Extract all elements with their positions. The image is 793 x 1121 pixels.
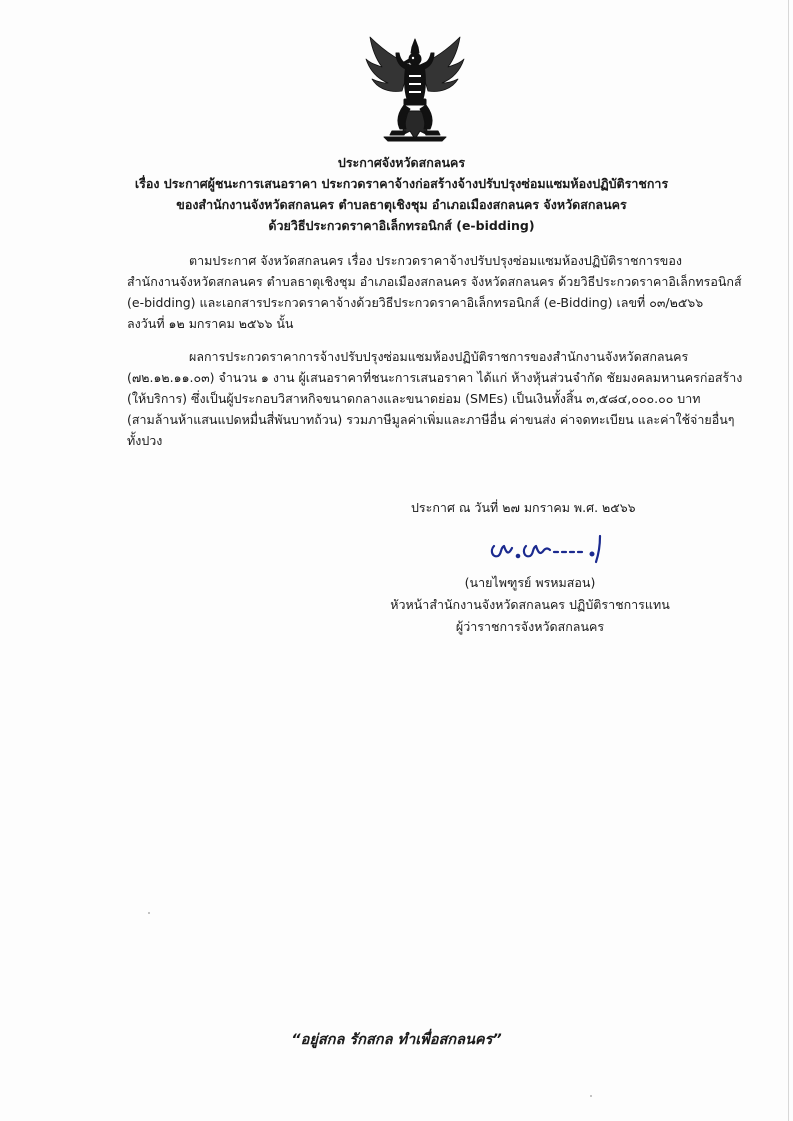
footer-motto: “อยู่สกล รักสกล ทำเพื่อสกลนคร” xyxy=(291,1032,502,1048)
announcement-date: ประกาศ ณ วันที่ ๒๗ มกราคม พ.ศ. ๒๕๖๖ xyxy=(411,500,636,515)
paragraph1-line: (e-bidding) และเอกสารประกวดราคาจ้างด้วยวิธีประกวดราคาอิเล็กทรอนิกส์ (e-Bidding) เลขที่ ๐๓/๒๕๖๖ xyxy=(127,295,704,310)
paragraph2-line: ทั้งปวง xyxy=(127,433,163,448)
announcement-title: ประกาศจังหวัดสกลนคร xyxy=(337,155,466,170)
handwritten-signature xyxy=(488,532,618,566)
paragraph1-line: สำนักงานจังหวัดสกลนคร ตำบลธาตุเชิงชุม อำเภอเมืองสกลนคร จังหวัดสกลนคร ด้วยวิธีประกวดราคาอิเล็กทรอนิกส์ xyxy=(127,274,742,289)
paragraph2-line: (ให้บริการ) ซึ่งเป็นผู้ประกอบวิสาหกิจขนาดกลางและขนาดย่อม (SMEs) เป็นเงินทั้งสิ้น ๓,๕๘๔,๐๐๐.๐๐ บาท xyxy=(127,391,701,406)
garuda-emblem-icon xyxy=(362,35,468,143)
announcement-header xyxy=(60,152,743,236)
paragraph2-line: ผลการประกวดราคาการจ้างปรับปรุงซ่อมแซมห้องปฏิบัติราชการของสำนักงานจังหวัดสกลนคร xyxy=(189,349,689,364)
paragraph2-line: (๗๒.๑๒.๑๑.๐๓) จำนวน ๑ งาน ผู้เสนอราคาที่ชนะการเสนอราคา ได้แก่ ห้างหุ้นส่วนจำกัด ชัยมงคลมหานครก่อสร้าง xyxy=(127,370,743,385)
scan-speck xyxy=(148,912,150,914)
signer-name: (นายไพฑูรย์ พรหมสอน) xyxy=(464,575,596,590)
scan-speck xyxy=(590,1095,592,1097)
paragraph2-line: (สามล้านห้าแสนแปดหมื่นสี่พันบาทถ้วน) รวมภาษีมูลค่าเพิ่มและภาษีอื่น ค่าขนส่ง ค่าจดทะเบียน และค่าใช้จ่ายอื่นๆ xyxy=(127,412,735,427)
signer-block xyxy=(380,572,680,638)
subject-line-3: ด้วยวิธีประกวดราคาอิเล็กทรอนิกส์ (e-bidding) xyxy=(268,218,535,233)
paragraph1-line: ตามประกาศ จังหวัดสกลนคร เรื่อง ประกวดราคาจ้างปรับปรุงซ่อมแซมห้องปฏิบัติราชการของ xyxy=(189,253,682,268)
paragraph-result xyxy=(127,346,757,451)
subject-line-2: ของสำนักงานจังหวัดสกลนคร ตำบลธาตุเชิงชุม อำเภอเมืองสกลนคร จังหวัดสกลนคร xyxy=(176,197,627,212)
paragraph-reference xyxy=(127,250,757,334)
paragraph1-line: ลงวันที่ ๑๒ มกราคม ๒๕๖๖ นั้น xyxy=(127,316,294,331)
signer-position-line-1: หัวหน้าสำนักงานจังหวัดสกลนคร ปฏิบัติราชการแทน xyxy=(390,597,670,612)
page-edge-line xyxy=(788,0,789,1121)
subject-line-1: เรื่อง ประกาศผู้ชนะการเสนอราคา ประกวดราคาจ้างก่อสร้างจ้างปรับปรุงซ่อมแซมห้องปฏิบัติราชการ xyxy=(134,176,669,191)
signer-position-line-2: ผู้ว่าราชการจังหวัดสกลนคร xyxy=(455,619,605,634)
